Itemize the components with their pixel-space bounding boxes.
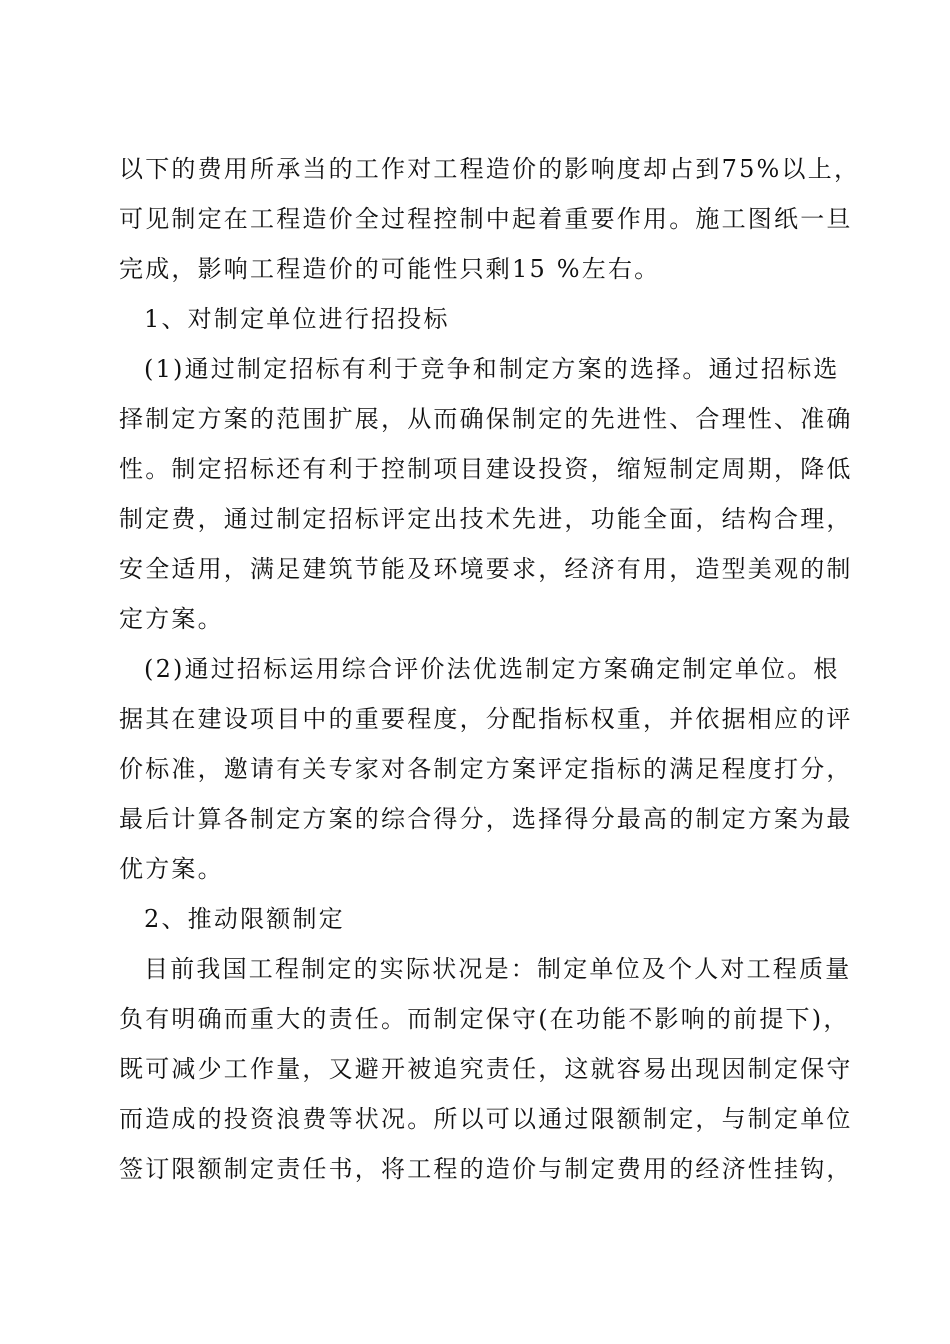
text-line: 可见制定在工程造价全过程控制中起着重要作用。施工图纸一旦	[119, 205, 853, 233]
section-heading-2: 2、推动限额制定	[144, 905, 345, 933]
section-heading-1: 1、对制定单位进行招投标	[144, 305, 450, 333]
text-line: 而造成的投资浪费等状况。所以可以通过限额制定，与制定单位	[119, 1105, 853, 1133]
text-line: (2)通过招标运用综合评价法优选制定方案确定制定单位。根	[144, 655, 840, 683]
text-line: 既可减少工作量，又避开被追究责任，这就容易出现因制定保守	[119, 1055, 853, 1083]
text-line: 择制定方案的范围扩展，从而确保制定的先进性、合理性、准确	[119, 405, 853, 433]
text-line: 以下的费用所承当的工作对工程造价的影响度却占到75%以上，	[119, 155, 861, 183]
text-line: 安全适用，满足建筑节能及环境要求，经济有用，造型美观的制	[119, 555, 853, 583]
text-line: 目前我国工程制定的实际状况是：制定单位及个人对工程质量	[144, 955, 852, 983]
text-line: 优方案。	[119, 855, 224, 883]
text-line: 完成，影响工程造价的可能性只剩15 %左右。	[119, 255, 661, 283]
text-line: 定方案。	[119, 605, 224, 633]
text-line: 制定费，通过制定招标评定出技术先进，功能全面，结构合理，	[119, 505, 853, 533]
text-line: 签订限额制定责任书，将工程的造价与制定费用的经济性挂钩，	[119, 1155, 853, 1183]
text-line: 性。制定招标还有利于控制项目建设投资，缩短制定周期，降低	[119, 455, 853, 483]
text-line: 最后计算各制定方案的综合得分，选择得分最高的制定方案为最	[119, 805, 853, 833]
text-line: 负有明确而重大的责任。而制定保守(在功能不影响的前提下)，	[119, 1005, 850, 1033]
text-line: 据其在建设项目中的重要程度，分配指标权重，并依据相应的评	[119, 705, 853, 733]
text-line: 价标准，邀请有关专家对各制定方案评定指标的满足程度打分，	[119, 755, 853, 783]
text-line: (1)通过制定招标有利于竞争和制定方案的选择。通过招标选	[144, 355, 840, 383]
